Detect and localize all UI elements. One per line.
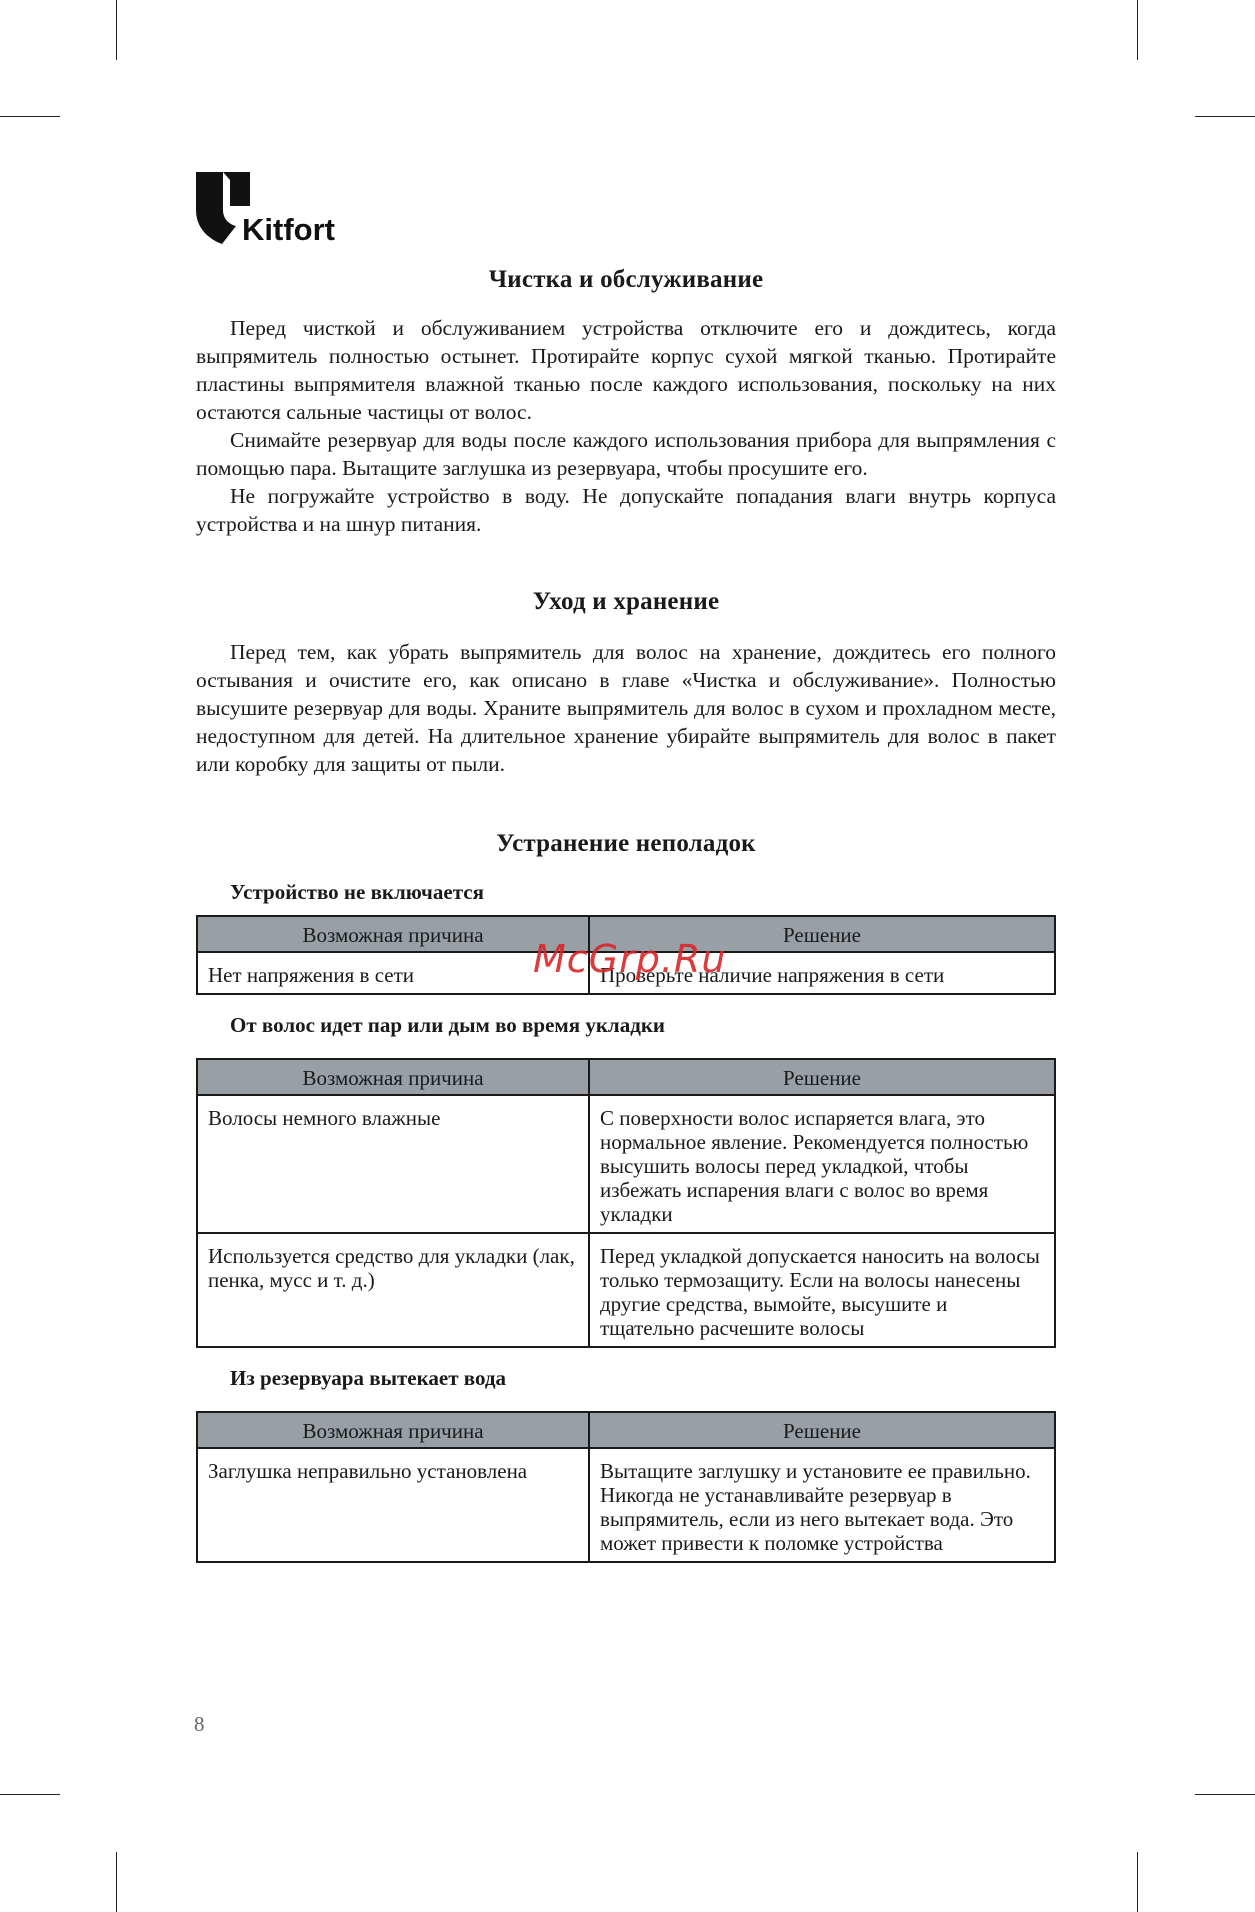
crop-mark <box>0 116 60 117</box>
paragraph: Перед чисткой и обслуживанием устройства отключите его и дождитесь, когда выпрямитель полностью остынет. Протирайте корпус сухой мягкой тканью. Протирайте пластины выпрямителя влажной тканью после каждого использования, поскольку на них остаются сальные частицы от волос. <box>196 316 1056 424</box>
problem-title: Устройство не включается <box>230 880 484 904</box>
page-number: 8 <box>194 1712 205 1736</box>
cause-cell: Заглушка неправильно установлена <box>197 1448 589 1562</box>
section-title-storage: Уход и хранение <box>532 588 720 615</box>
table-header-row <box>197 1412 1055 1448</box>
crop-mark <box>1137 1852 1138 1912</box>
paragraph: Снимайте резервуар для воды после каждого использования прибора для выпрямления с помощью пара. Вытащите заглушка из резервуара, чтобы просушите его. <box>196 428 1056 480</box>
solution-cell: Вытащите заглушку и установите ее правильно. Никогда не устанавливайте резервуар в выпрямитель, если из него вытекает вода. Это может привести к поломке устройства <box>589 1448 1055 1562</box>
problem-title: От волос идет пар или дым во время укладки <box>230 1013 666 1037</box>
table-header-row <box>197 1059 1055 1095</box>
problem-title: Из резервуара вытекает вода <box>230 1366 506 1390</box>
cause-cell: Используется средство для укладки (лак, пенка, мусс и т. д.) <box>197 1233 589 1347</box>
paragraph: Перед тем, как убрать выпрямитель для волос на хранение, дождитесь его полного остывания и очистите его, как описано в главе «Чистка и обслуживание». Полностью высушите резервуар для воды. Храните выпрямитель для волос в сухом и прохладном месте, недоступном для детей. На длительное хранение убирайте выпрямитель для волос в пакет или коробку для защиты от пыли. <box>196 640 1056 776</box>
solution-cell: С поверхности волос испаряется влага, это нормальное явление. Рекомендуется полностью высушить волосы перед укладкой, чтобы избежать испарения влаги с волос во время укладки <box>589 1095 1055 1233</box>
section-title-cleaning: Чистка и обслуживание <box>488 266 764 293</box>
header-cause: Возможная причина <box>197 1412 589 1448</box>
table-row <box>197 1095 1055 1233</box>
crop-mark <box>116 0 117 60</box>
header-solution: Решение <box>589 1059 1055 1095</box>
table-row <box>197 1233 1055 1347</box>
crop-mark <box>1195 1794 1255 1795</box>
crop-mark <box>1137 0 1138 60</box>
crop-mark <box>0 1794 60 1795</box>
solution-cell: Проверьте наличие напряжения в сети <box>589 952 1055 994</box>
brand-name: Kitfort <box>242 212 335 247</box>
troubleshooting-table <box>196 1411 1056 1563</box>
cause-cell: Волосы немного влажные <box>197 1095 589 1233</box>
solution-cell: Перед укладкой допускается наносить на волосы только термозащиту. Если на волосы нанесены другие средства, вымойте, высушите и тщательно расчешите волосы <box>589 1233 1055 1347</box>
crop-mark <box>1195 116 1255 117</box>
header-solution: Решение <box>589 916 1055 952</box>
header-solution: Решение <box>589 1412 1055 1448</box>
cause-cell: Нет напряжения в сети <box>197 952 589 994</box>
table-row <box>197 1448 1055 1562</box>
page-content <box>196 260 1056 1563</box>
header-cause: Возможная причина <box>197 916 589 952</box>
section-title-troubleshooting: Устранение неполадок <box>496 830 756 857</box>
paragraph: Не погружайте устройство в воду. Не допускайте попадания влаги внутрь корпуса устройства и на шнур питания. <box>196 484 1056 536</box>
watermark: McGrp.Ru <box>533 937 727 981</box>
header-cause: Возможная причина <box>197 1059 589 1095</box>
crop-mark <box>116 1852 117 1912</box>
troubleshooting-table <box>196 1058 1056 1348</box>
